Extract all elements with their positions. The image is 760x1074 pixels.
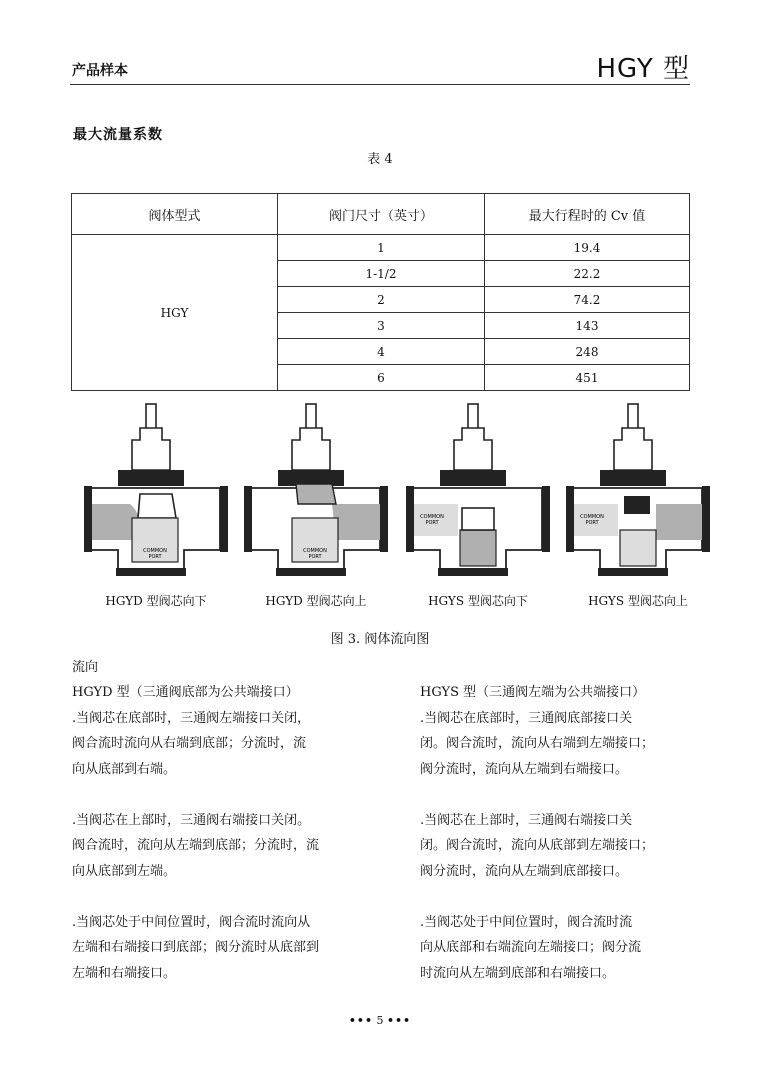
- size-cell: 4: [278, 339, 485, 365]
- column-heading: HGYS 型（三通阀左端为公共端接口）: [420, 685, 646, 700]
- table-row: [72, 235, 690, 261]
- size-cell: 1-1/2: [278, 261, 485, 287]
- table-caption: 表 4: [367, 152, 393, 167]
- text-line: .当阀芯在底部时，三通阀左端接口关闭，: [72, 710, 311, 726]
- figure-label: HGYD 型阀芯向下: [105, 594, 207, 608]
- cv-cell: 143: [485, 313, 690, 339]
- port-label-line1: COMMON: [143, 548, 167, 554]
- text-line: .当阀芯在底部时，三通阀底部接口关: [420, 710, 633, 726]
- text-line: 向从底部和右端流向左端接口；阀分流: [420, 940, 642, 955]
- size-cell: 3: [278, 313, 485, 339]
- cv-cell: 19.4: [485, 235, 690, 261]
- cv-cell: 451: [485, 365, 690, 391]
- figure-hgyd-plug-up: [240, 400, 392, 610]
- figure-hgys-plug-up: [562, 400, 714, 610]
- page-number: [0, 1014, 760, 1027]
- port-label-line2: PORT: [308, 554, 322, 560]
- flow-title: 流向: [72, 660, 99, 675]
- text-line: 阀分流时，流向从左端到底部接口。: [420, 863, 629, 879]
- text-line: 阀分流时，流向从左端到右端接口。: [420, 761, 629, 777]
- header-cv-value: 最大行程时的 Cv 值: [485, 194, 690, 235]
- text-line: 阀合流时，流向从左端到底部；分流时，流: [72, 838, 320, 853]
- size-cell: 6: [278, 365, 485, 391]
- page-dots-left: •••: [348, 1014, 373, 1027]
- text-line: 闭。阀合流时，流向从右端到左端接口；: [420, 736, 655, 751]
- table-header-row: [72, 194, 690, 235]
- flow-column-hgys: [420, 680, 700, 1012]
- port-label-line2: PORT: [425, 520, 439, 526]
- text-line: 左端和右端接口。: [72, 965, 177, 981]
- text-line: 向从底部到右端。: [72, 761, 177, 777]
- figure-caption: 图 3. 阀体流向图: [330, 632, 430, 647]
- figure-hgyd-plug-down: [80, 400, 232, 610]
- header-valve-size: 阀门尺寸（英寸）: [278, 194, 485, 235]
- size-cell: 1: [278, 235, 485, 261]
- header-body-type: 阀体型式: [72, 194, 278, 235]
- valve-figures: [80, 400, 690, 620]
- page-dots-right: •••: [387, 1014, 412, 1027]
- header-product-sample: 产品样本: [72, 63, 128, 79]
- cv-cell: 22.2: [485, 261, 690, 287]
- port-label-line1: COMMON: [303, 548, 327, 554]
- valve-section-icon: [402, 400, 554, 590]
- section-title: 最大流量系数: [73, 127, 163, 143]
- paragraph: [420, 706, 700, 783]
- page-number-value: 5: [376, 1014, 384, 1027]
- size-cell: 2: [278, 287, 485, 313]
- paragraph: [72, 706, 352, 783]
- text-line: 左端和右端接口到底部；阀分流时从底部到: [72, 940, 320, 955]
- text-line: .当阀芯在上部时，三通阀右端接口关: [420, 812, 633, 828]
- text-line: 闭。阀合流时，流向从底部到左端接口；: [420, 838, 655, 853]
- port-label-line1: COMMON: [420, 514, 444, 520]
- figure-label: HGYS 型阀芯向下: [428, 594, 528, 608]
- paragraph: [72, 808, 352, 885]
- flow-column-hgyd: [72, 680, 352, 1012]
- cv-cell: 248: [485, 339, 690, 365]
- valve-section-icon: [562, 400, 714, 590]
- paragraph: [72, 910, 352, 987]
- text-line: .当阀芯处于中间位置时，阀合流时流向从: [72, 914, 311, 930]
- text-line: 时流向从左端到底部和右端接口。: [420, 965, 616, 981]
- figure-hgys-plug-down: [402, 400, 554, 610]
- paragraph: [420, 808, 700, 885]
- header-model-title: HGY 型: [596, 54, 690, 84]
- text-line: .当阀芯处于中间位置时，阀合流时流: [420, 914, 633, 930]
- valve-section-icon: [240, 400, 392, 590]
- figure-label: HGYD 型阀芯向上: [265, 594, 367, 608]
- column-heading: HGYD 型（三通阀底部为公共端接口）: [72, 685, 299, 700]
- port-label-line1: COMMON: [580, 514, 604, 520]
- port-label-line2: PORT: [148, 554, 162, 560]
- paragraph: [420, 910, 700, 987]
- text-line: .当阀芯在上部时，三通阀右端接口关闭。: [72, 812, 311, 828]
- model-cell: HGY: [72, 235, 278, 391]
- header-divider: [70, 84, 690, 85]
- port-label-line2: PORT: [585, 520, 599, 526]
- cv-table: [71, 193, 690, 391]
- figure-label: HGYS 型阀芯向上: [588, 594, 688, 608]
- valve-section-icon: [80, 400, 232, 590]
- text-line: 阀合流时流向从右端到底部；分流时，流: [72, 736, 307, 751]
- text-line: 向从底部到左端。: [72, 863, 177, 879]
- cv-cell: 74.2: [485, 287, 690, 313]
